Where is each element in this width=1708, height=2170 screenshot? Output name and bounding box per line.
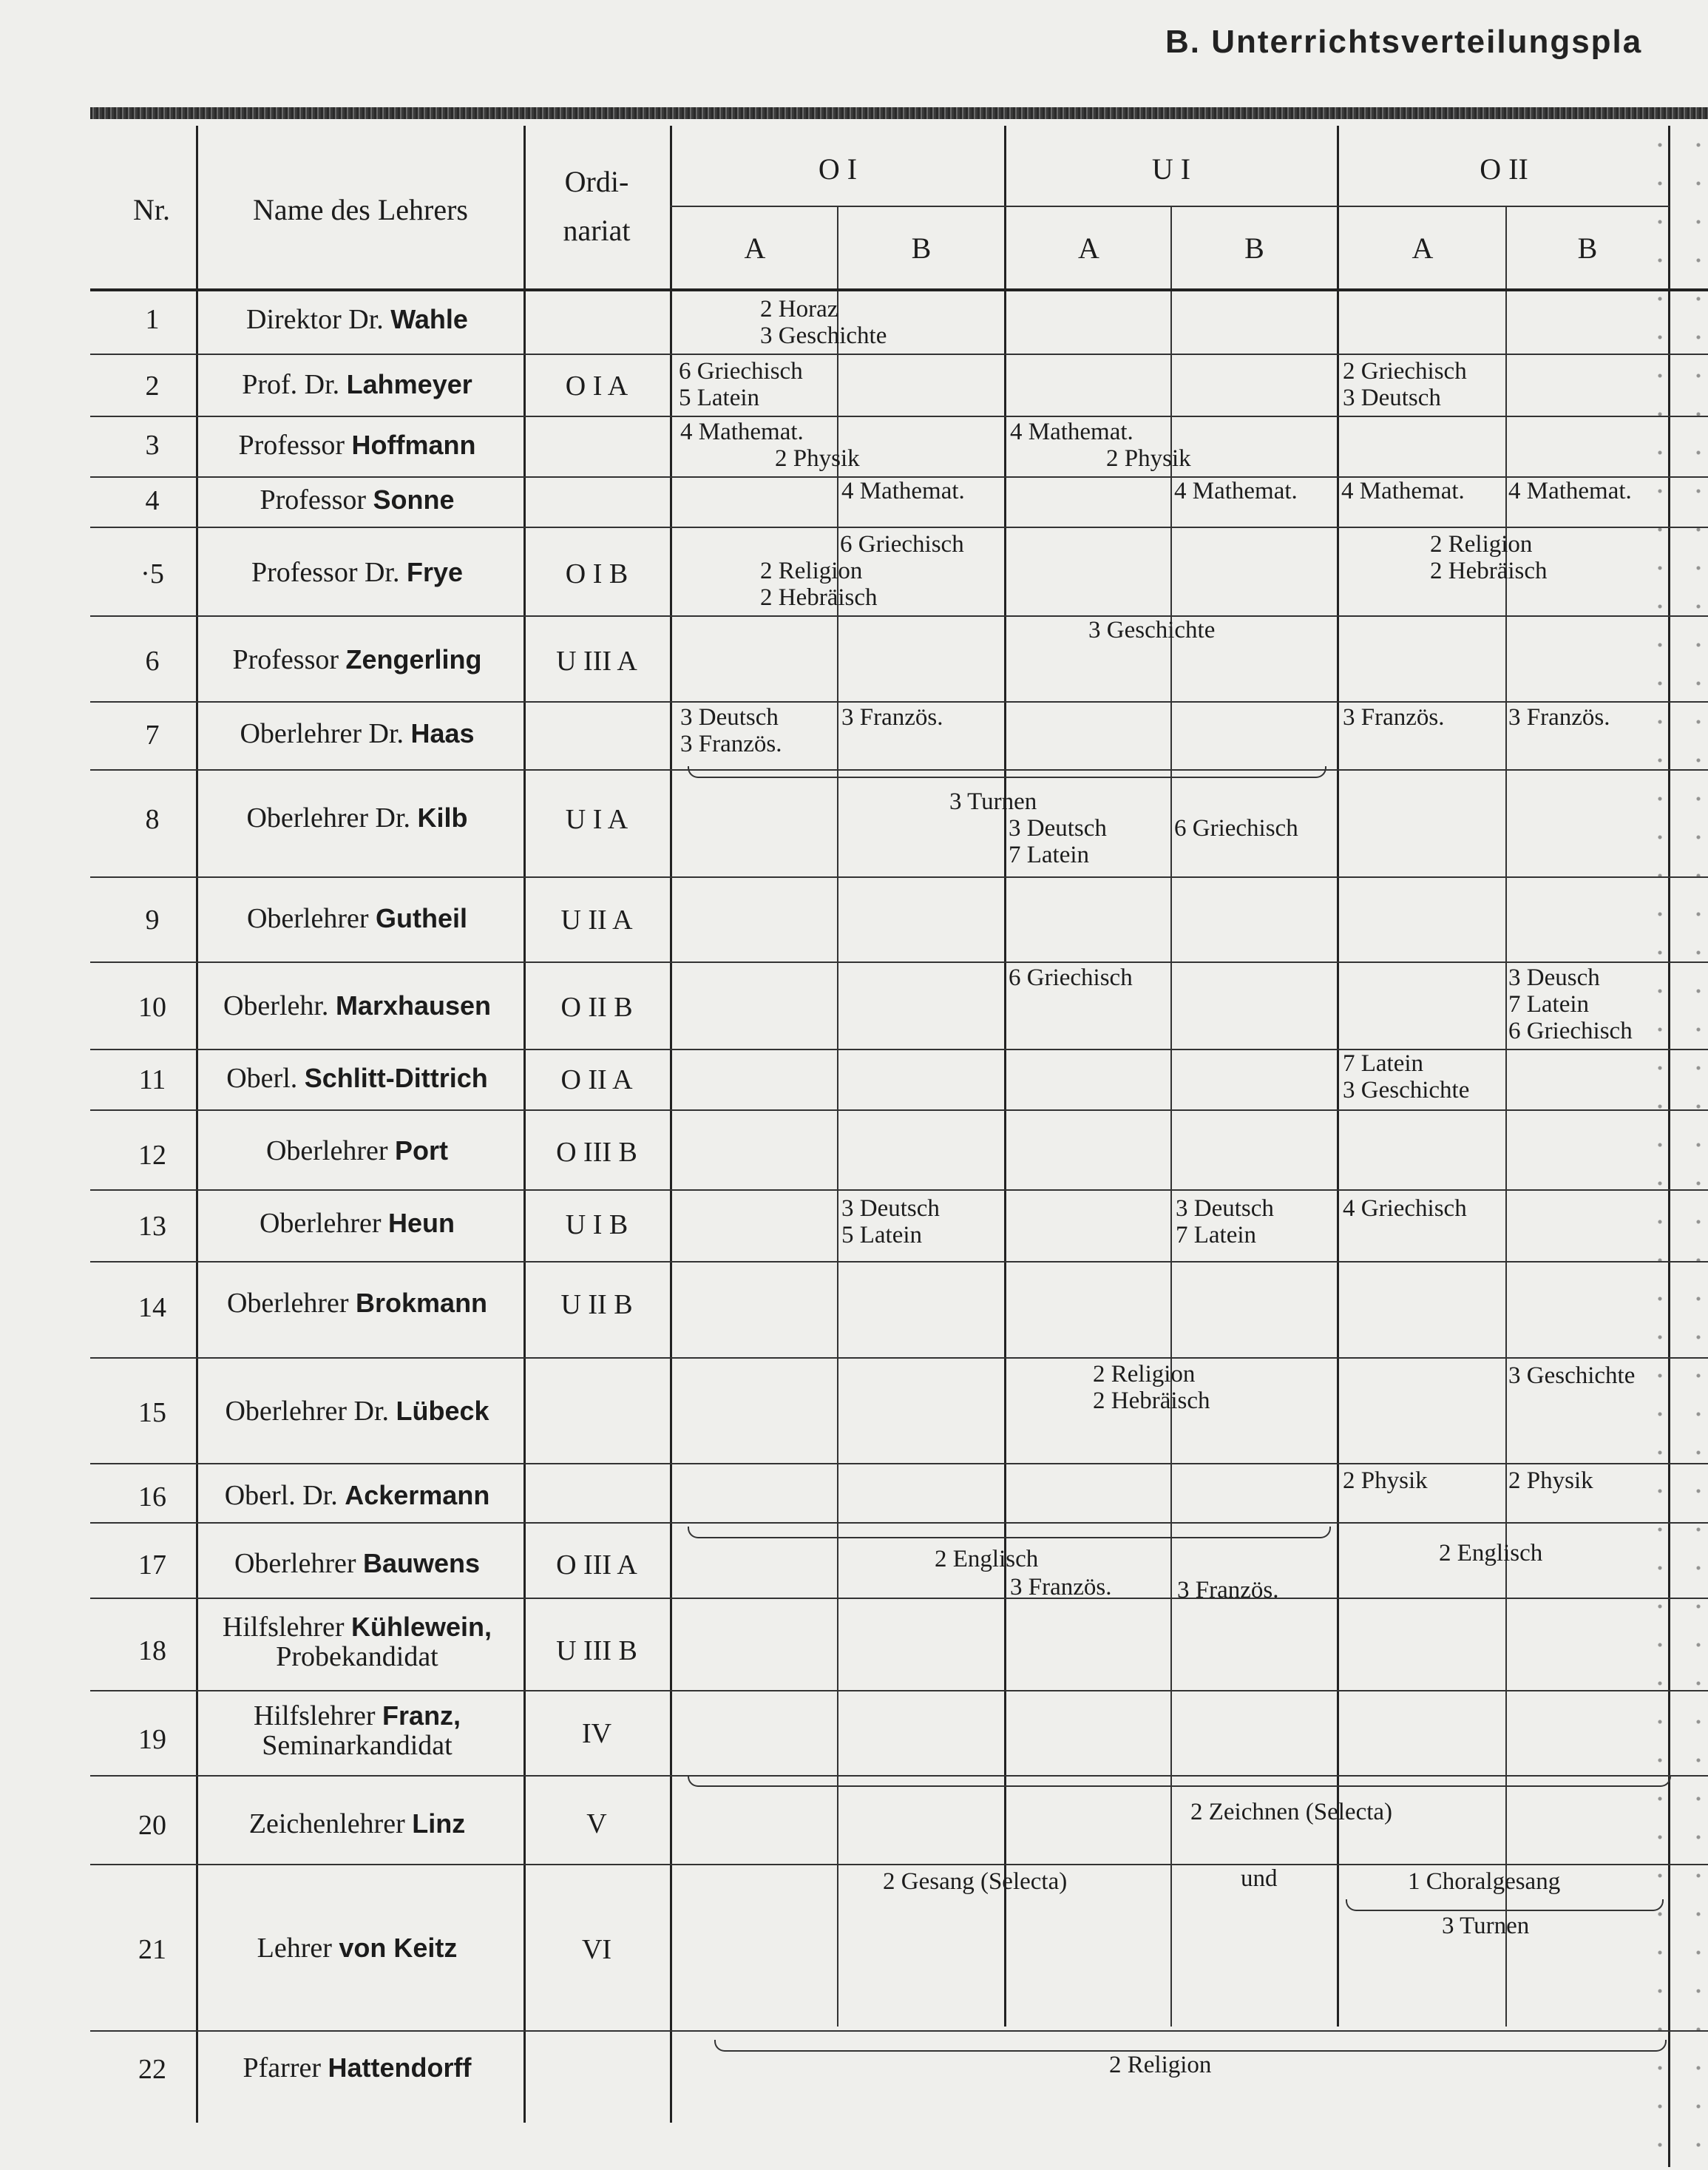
teacher-nr: ·5 [140,558,164,589]
lesson-cell: 3 Deutsch 7 Latein [1176,1195,1274,1248]
teacher-name: Oberlehrer Heun [259,1208,455,1239]
header-nr: Nr. [133,193,170,226]
row-rule [90,2030,1708,2032]
header-ordinariat-2: nariat [563,214,631,247]
margin-dots [1650,126,1670,2167]
teacher-nr: 9 [145,905,160,936]
lesson-cell: 6 Griechisch [1174,815,1298,842]
teacher-nr: 4 [145,485,160,516]
teacher-name: Professor Hoffmann [238,430,476,461]
header-rule [90,288,1708,291]
row-rule [90,1357,1708,1359]
lesson-cell: 4 Mathemat. [1174,478,1298,504]
header-sub-uia: A [1078,231,1099,265]
teacher-name: Oberl. Schlitt-Dittrich [226,1063,488,1094]
lesson-cell: 2 Religion 2 Hebräisch [1093,1361,1210,1414]
margin-dots [1689,126,1708,2167]
teacher-name: Oberlehrer Gutheil [246,903,468,934]
teacher-ordinariat: V [586,1808,607,1839]
span-brace [688,766,1326,778]
row-rule [90,527,1708,528]
lesson-cell: 2 Physik [1343,1467,1428,1494]
lesson-cell: 3 Geschichte [1508,1362,1636,1389]
lesson-cell: 3 Deutsch 7 Latein [1009,815,1107,868]
lesson-cell: 2 Horaz 3 Geschichte [760,296,887,349]
row-rule [90,615,1708,617]
teacher-name: Zeichenlehrer Linz [248,1808,466,1839]
lesson-cell: 2 Gesang (Selecta) [883,1868,1068,1895]
page-heading: B. Unterrichtsverteilungspla [1165,24,1643,60]
teacher-name: Oberlehrer Dr. Haas [240,718,475,749]
teacher-nr: 16 [138,1481,166,1512]
teacher-nr: 20 [138,1810,166,1841]
teacher-ordinariat: U I A [565,804,628,835]
teacher-nr: 6 [145,646,160,677]
span-brace [1346,1899,1664,1911]
lesson-cell: 3 Deusch 7 Latein 6 Griechisch [1508,964,1633,1044]
lesson-cell: 2 Englisch [935,1546,1039,1572]
teacher-ordinariat: U II A [560,905,633,936]
teacher-name: Oberlehrer Dr. Lübeck [225,1396,489,1427]
subcolumn-divider [1170,207,1172,2027]
header-sub-oiib: B [1577,231,1598,265]
teacher-ordinariat: O III A [556,1549,637,1581]
teacher-name: Oberlehr. Marxhausen [223,990,492,1021]
lesson-cell: 3 Französ. [1343,704,1445,731]
teacher-nr: 21 [138,1934,166,1965]
column-divider [1004,126,1006,2027]
lesson-cell: 3 Deutsch 5 Latein [841,1195,940,1248]
header-sub-oiia: A [1412,231,1434,265]
lesson-cell: 6 Griechisch [840,531,964,558]
teacher-ordinariat: O III B [556,1137,637,1168]
lesson-cell: 3 Deutsch 3 Französ. [680,704,782,757]
row-rule [90,1522,1708,1524]
lesson-cell: 4 Mathemat. [1341,478,1465,504]
teacher-nr: 19 [138,1724,166,1755]
lesson-cell: 7 Latein 3 Geschichte [1343,1050,1470,1103]
header-name: Name des Lehrers [253,193,468,226]
teacher-nr: 10 [138,992,166,1023]
lesson-cell: 4 Mathemat. 2 Physik [1010,419,1191,472]
header-sub-uib: B [1244,231,1264,265]
lesson-cell: 2 Religion 2 Hebräisch [1430,531,1548,584]
lesson-cell: 1 Choralgesang [1408,1868,1561,1895]
column-divider [1337,126,1339,2027]
lesson-cell: 3 Französ. [1010,1574,1112,1601]
teacher-name: Oberl. Dr. Ackermann [224,1480,490,1511]
teacher-ordinariat: U II B [560,1289,633,1320]
teacher-name: Oberlehrer Brokmann [226,1288,488,1319]
teacher-nr: 17 [138,1549,166,1581]
teacher-nr: 18 [138,1635,166,1666]
lesson-cell: 2 Physik [1508,1467,1593,1494]
teacher-nr: 7 [145,720,160,751]
teacher-ordinariat: O I A [565,371,628,402]
teacher-name: Oberlehrer Port [265,1135,449,1166]
teacher-nr: 15 [138,1397,166,1428]
teacher-name: Hilfslehrer Kühlewein, Probekandidat [222,1612,492,1672]
row-rule [90,1690,1708,1691]
teacher-name: Lehrer von Keitz [257,1933,458,1964]
header-ordinariat-1: Ordi- [564,165,629,198]
lesson-cell: 2 Religion [1109,2052,1212,2078]
lesson-cell: 3 Französ. [1177,1577,1279,1603]
teacher-name: Prof. Dr. Lahmeyer [242,369,472,400]
span-brace [688,1527,1331,1538]
lesson-cell: 2 Religion 2 Hebräisch [760,558,878,611]
lesson-cell: 2 Zeichnen (Selecta) [1190,1799,1393,1825]
lesson-cell: 3 Turnen [1442,1913,1530,1939]
teacher-nr: 2 [145,371,160,402]
lesson-cell: und [1241,1865,1278,1892]
teacher-nr: 11 [138,1064,166,1095]
teacher-name: Professor Sonne [260,484,455,516]
teacher-ordinariat: O II A [560,1064,633,1095]
lesson-cell: 3 Französ. [1508,704,1610,731]
teacher-ordinariat: IV [581,1718,612,1749]
header-subrule [670,206,1670,207]
teacher-name: Hilfslehrer Franz, Seminarkandidat [253,1700,461,1761]
teacher-nr: 14 [138,1292,166,1323]
teacher-nr: 1 [145,304,160,335]
teacher-name: Professor Dr. Frye [251,557,464,588]
top-rule [90,107,1708,119]
teacher-name: Professor Zengerling [232,644,482,675]
lesson-cell: 3 Französ. [841,704,943,731]
header-class-ui: U I [1151,152,1191,186]
column-divider [670,126,672,2123]
lesson-cell: 4 Mathemat. 2 Physik [680,419,860,472]
teacher-ordinariat: U III A [556,646,637,677]
teacher-name: Pfarrer Hattendorff [243,2052,472,2083]
lesson-cell: 2 Englisch [1439,1540,1543,1566]
row-rule [90,1109,1708,1111]
teacher-nr: 12 [138,1140,166,1171]
lesson-cell: 3 Turnen [949,788,1037,815]
subcolumn-divider [1505,207,1507,2027]
teacher-name: Oberlehrer Dr. Kilb [246,802,468,834]
lesson-cell: 6 Griechisch 5 Latein [679,358,803,411]
row-rule [90,354,1708,355]
teacher-ordinariat: VI [581,1934,612,1965]
header-sub-oib: B [911,231,932,265]
header-class-oi: O I [818,152,858,186]
lesson-cell: 3 Geschichte [1088,617,1216,643]
row-rule [90,1598,1708,1599]
row-rule [90,876,1708,878]
span-brace [714,2040,1667,2052]
lesson-cell: 4 Mathemat. [841,478,965,504]
teacher-name: Oberlehrer Bauwens [234,1548,481,1579]
span-brace [688,1775,1671,1787]
teacher-ordinariat: U III B [556,1635,637,1666]
header-sub-oia: A [744,231,766,265]
header-class-oii: O II [1480,152,1528,186]
row-rule [90,961,1708,963]
row-rule [90,1463,1708,1464]
teacher-nr: 22 [138,2054,166,2085]
lesson-cell: 2 Griechisch 3 Deutsch [1343,358,1467,411]
teacher-nr: 13 [138,1211,166,1242]
column-divider [523,126,526,2123]
teacher-name: Direktor Dr. Wahle [246,304,468,335]
row-rule [90,701,1708,703]
teacher-ordinariat: U I B [565,1209,628,1240]
row-rule [90,1864,1708,1865]
lesson-cell: 6 Griechisch [1009,964,1133,991]
teacher-nr: 8 [145,804,160,835]
lesson-cell: 4 Mathemat. [1508,478,1632,504]
teacher-nr: 3 [145,430,160,461]
lesson-cell: 4 Griechisch [1343,1195,1467,1222]
row-rule [90,1189,1708,1191]
teacher-ordinariat: O I B [565,558,628,589]
teacher-ordinariat: O II B [560,992,633,1023]
row-rule [90,416,1708,417]
subcolumn-divider [837,207,838,2027]
row-rule [90,1261,1708,1263]
